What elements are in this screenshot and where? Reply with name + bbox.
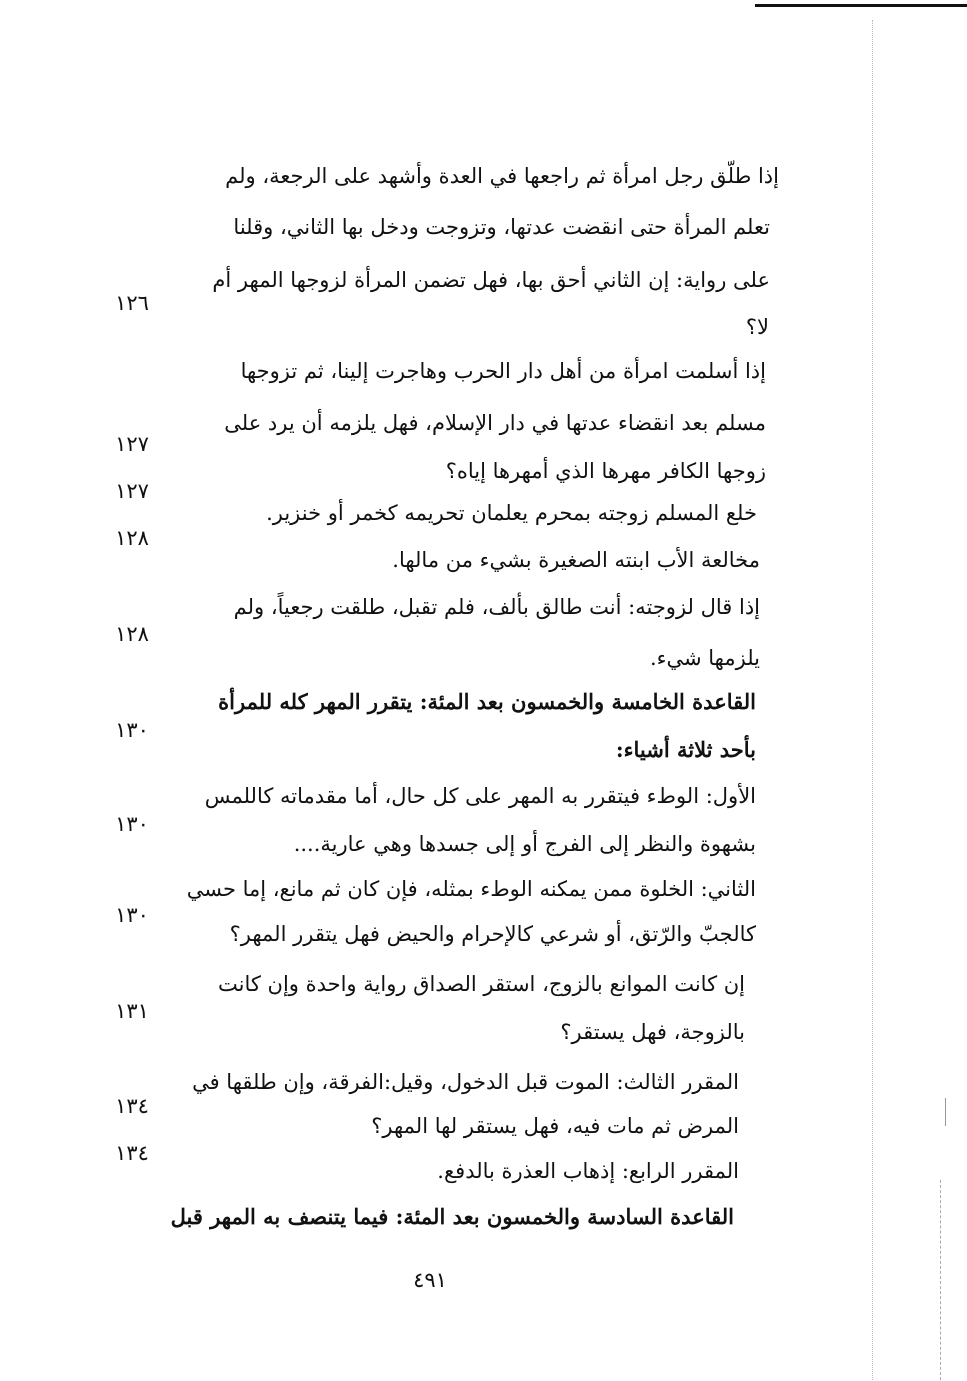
page-reference: ١٢٧	[115, 479, 149, 503]
rule-heading: القاعدة السادسة والخمسون بعد المئة: فيما يتنصف به المهر قبل	[170, 1204, 734, 1229]
index-line: كالجبّ والرّتق، أو شرعي كالإحرام والحيض فهل يتقرر المهر؟	[229, 922, 756, 946]
page-reference: ١٢٦	[115, 291, 149, 315]
index-line: على رواية: إن الثاني أحق بها، فهل تضمن المرأة لزوجها المهر أم	[212, 268, 770, 292]
page-reference: ١٣٠	[115, 812, 149, 836]
index-line: يلزمها شيء.	[649, 646, 760, 670]
page-reference: ١٣٤	[115, 1141, 149, 1165]
index-line: مسلم بعد انقضاء عدتها في دار الإسلام، فهل يلزمه أن يرد على	[224, 411, 766, 435]
page-reference: ١٣١	[115, 999, 149, 1023]
page-reference: ١٣٠	[115, 718, 149, 742]
page-reference: ١٢٨	[115, 526, 149, 550]
index-line: بشهوة والنظر إلى الفرج أو إلى جسدها وهي عارية....	[293, 832, 756, 856]
page-number: ٤٩١	[413, 1268, 447, 1292]
index-line: المرض ثم مات فيه، فهل يستقر لها المهر؟	[371, 1114, 739, 1138]
index-line: إن كانت الموانع بالزوج، استقر الصداق رواية واحدة وإن كانت	[217, 972, 745, 996]
page-reference: ١٣٤	[115, 1094, 149, 1118]
page-reference: ١٢٧	[115, 432, 149, 456]
rule-heading: بأحد ثلاثة أشياء:	[615, 737, 756, 762]
index-line: إذا أسلمت امرأة من أهل دار الحرب وهاجرت إلينا، ثم تزوجها	[240, 359, 766, 383]
index-line: لا؟	[745, 315, 769, 339]
index-line: إذا قال لزوجته: أنت طالق بألف، فلم تقبل، طلقت رجعياً، ولم	[233, 595, 760, 619]
page-reference: ١٣٠	[115, 903, 149, 927]
page-reference: ١٢٨	[115, 622, 149, 646]
index-line: بالزوجة، فهل يستقر؟	[560, 1020, 745, 1044]
index-line: الثاني: الخلوة ممن يمكنه الوطء بمثله، فإن كان ثم مانع، إما حسي	[186, 877, 756, 901]
index-line: الأول: الوطء فيتقرر به المهر على كل حال، أما مقدماته كاللمس	[204, 784, 756, 808]
index-line: مخالعة الأب ابنته الصغيرة بشيء من مالها.	[392, 548, 760, 572]
index-line: زوجها الكافر مهرها الذي أمهرها إياه؟	[445, 459, 766, 483]
index-line: المقرر الرابع: إذهاب العذرة بالدفع.	[437, 1159, 739, 1183]
index-line: المقرر الثالث: الموت قبل الدخول، وقيل:الفرقة، وإن طلقها في	[192, 1070, 739, 1094]
rule-heading: القاعدة الخامسة والخمسون بعد المئة: يتقرر المهر كله للمرأة	[218, 689, 756, 714]
index-line: تعلم المرأة حتى انقضت عدتها، وتزوجت ودخل بها الثاني، وقلنا	[233, 215, 770, 239]
index-line: إذا طلّق رجل امرأة ثم راجعها في العدة وأشهد على الرجعة، ولم	[225, 164, 779, 188]
index-line: خلع المسلم زوجته بمحرم يعلمان تحريمه كخمر أو خنزير.	[266, 501, 757, 525]
